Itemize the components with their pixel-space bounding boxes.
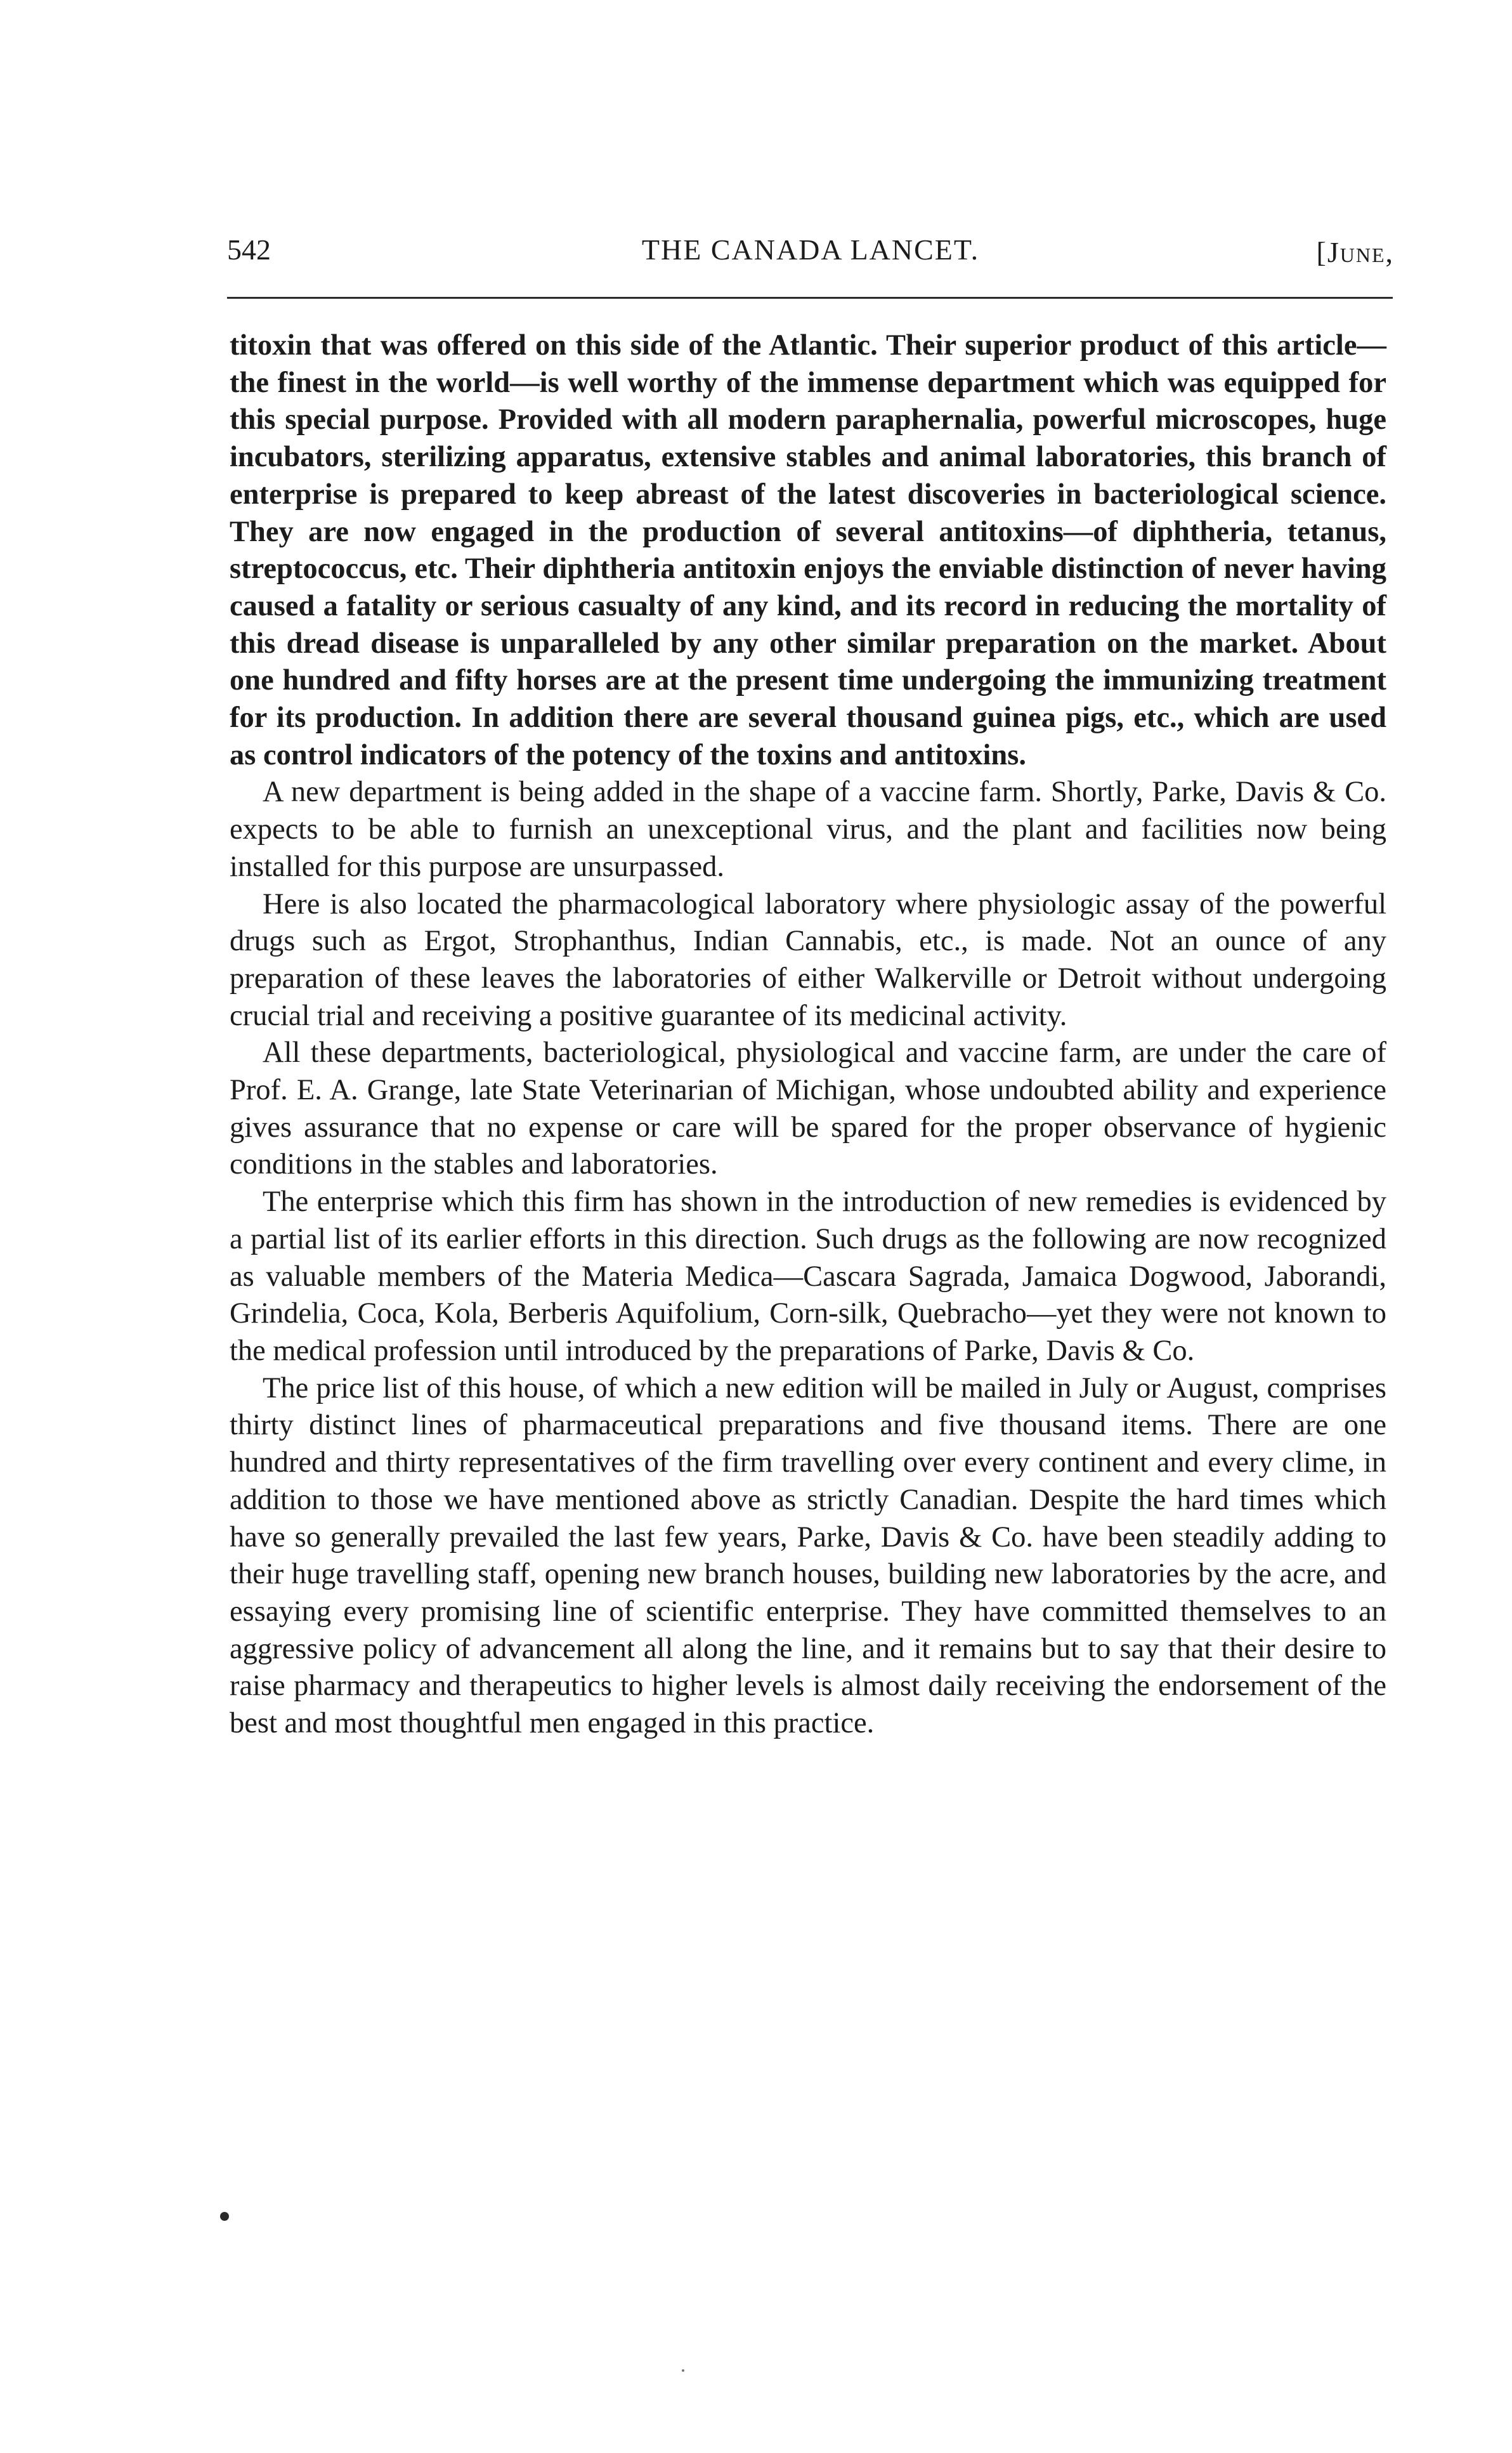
paragraph-antitoxin: titoxin that was offered on this side of the Atlantic. Their superior product of this article—the finest in the world—is well worthy of the immense department which was equipped for this special purpose. Provided with all modern paraphernalia, powerful microscopes, huge incubators, sterilizing apparatus, extensive stables and animal laboratories, this branch of enterprise is prepared to keep abreast of the latest discoveries in bacteriological science. They are now engaged in the production of several antitoxins—of diphtheria, tetanus, streptococcus, etc. Their diphtheria antitoxin enjoys the enviable distinction of never having caused a fatality or serious casualty of any kind, and its record in reducing the mortality of this dread disease is unparalleled by any other similar preparation on the market. About one hundred and fifty horses are at the present time undergoing the immunizing treatment for its production. In addition there are several thousand guinea pigs, etc., which are used as control indicators of the potency of the toxins and antitoxins. — [230, 329, 1386, 771]
paragraph-price-list: The price list of this house, of which a new edition will be mailed in July or August, comprises thirty distinct lines of pharmaceutical preparations and five thousand items. There are one hundred and thirty representatives of the firm travelling over every continent and every clime, in addition to those we have mentioned above as strictly Canadian. Despite the hard times which have so generally prevailed the last few years, Parke, Davis & Co. have been steadily adding to their huge travelling staff, opening new branch houses, building new laboratories by the acre, and essaying every promising line of scientific enterprise. They have committed themselves to an aggressive policy of advancement all along the line, and it remains but to say that their desire to raise pharmacy and therapeutics to higher levels is almost daily receiving the endorsement of the best and most thoughtful men engaged in this practice. — [230, 1371, 1386, 1740]
paragraph-vaccine-farm: A new department is being added in the shape of a vaccine farm. Shortly, Parke, Davis & Co. expects to be able to furnish an unexceptional virus, and the plant and facilities now being installed for this purpose are unsurpassed. — [230, 776, 1386, 883]
issue-date: [June, — [1316, 236, 1394, 268]
ink-mark — [220, 2212, 229, 2221]
article-body — [230, 327, 1386, 1743]
paragraph-new-remedies: The enterprise which this firm has shown in the introduction of new remedies is evidenced by a partial list of its earlier efforts in this direction. Such drugs as the following are now recognized as valuable members of the Materia Medica—Cascara Sagrada, Jamaica Dogwood, Jaborandi, Grindelia, Coca, Kola, Berberis Aquifolium, Corn-silk, Quebracho—yet they were not known to the medical profession until introduced by the preparations of Parke, Davis & Co. — [230, 1186, 1386, 1367]
running-title: THE CANADA LANCET. — [641, 233, 980, 266]
header-rule — [227, 297, 1393, 299]
paragraph-pharmacological-laboratory: Here is also located the pharmacological laboratory where physiologic assay of the powerful drugs such as Ergot, Strophanthus, Indian Cannabis, etc., is made. Not an ounce of any preparation of these leaves the laboratories of either Walkerville or Detroit without undergoing crucial trial and receiving a positive guarantee of its medicinal activity. — [230, 887, 1386, 1032]
paragraph-departments: All these departments, bacteriological, physiological and vaccine farm, are under the care of Prof. E. A. Grange, late State Veterinarian of Michigan, whose undoubted ability and experience gives assurance that no expense or care will be spared for the proper observance of hygienic conditions in the stables and laboratories. — [230, 1037, 1386, 1181]
page-header — [227, 230, 1394, 274]
ink-speck — [682, 2369, 684, 2372]
page-number: 542 — [227, 233, 271, 266]
